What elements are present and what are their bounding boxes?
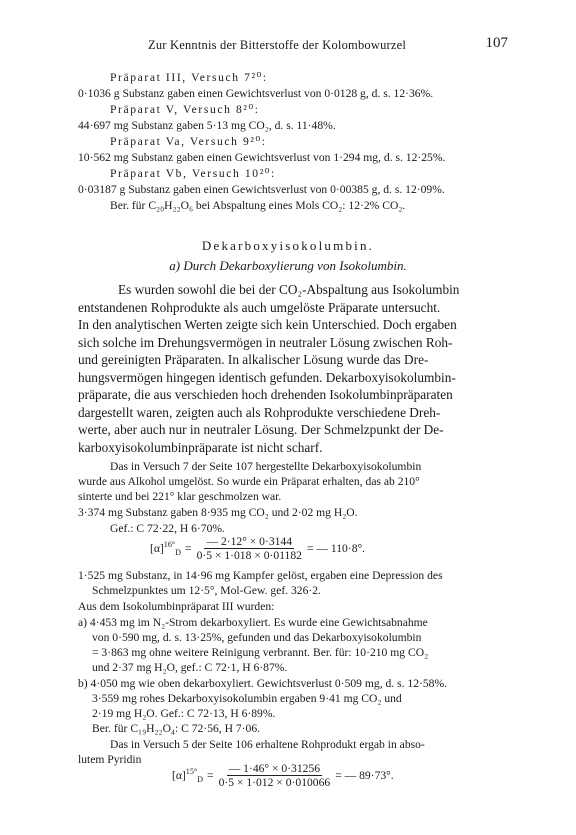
formula-numerator: — 1·46° × 0·31256 bbox=[228, 762, 321, 775]
rotation-formula: $[\alpha]^{15^\circ}_D$ = $\frac{— 1\cdot 46^\circ \times 0\cdot 31256}{0\cdot 5 \times 1\cdot 012 \times 0\cdot 010066}$ = — 89·73°. bbox=[172, 762, 394, 789]
section-title: Dekarboxyisokolumbin. bbox=[201, 238, 375, 253]
small-text-line: 2·19 mg H₂O. Gef.: C 72·13, H 6·89%. bbox=[92, 707, 276, 720]
paragraph-line: hungsvermögen hingegen identisch gefunden. Dekarboxyisokolumbin- bbox=[78, 369, 456, 385]
small-text-line: = 3·863 mg ohne weitere Reinigung verbrannt. Ber. für: 10·210 mg CO₂ bbox=[92, 646, 429, 659]
small-text-line: 1·525 mg Substanz, in 14·96 mg Kampfer gelöst, ergaben eine Depression des bbox=[78, 569, 443, 582]
paragraph-line: und gereinigten Präparaten. In alkalischer Lösung wurde das Dre- bbox=[78, 352, 429, 367]
small-text-line: von 0·590 mg, d. s. 13·25%, gefunden und das Dekarboxyisokolumbin bbox=[92, 631, 422, 644]
small-text-line: Schmelzpunktes um 12·5°, Mol-Gew. gef. 326·2. bbox=[92, 584, 321, 597]
rotation-formula: $[\alpha]^{16^\circ}_D$ = $\frac{— 2\cdot 12^\circ \times 0\cdot 3144}{0\cdot 5 \times 1\cdot 018 \times 0\cdot 01182}$ = — 110·8°. bbox=[150, 535, 366, 562]
formula-denominator: 0·5 × 1·018 × 0·01182 bbox=[196, 549, 302, 562]
experiment-label: Präparat V, Versuch 8²⁰: bbox=[110, 103, 260, 116]
formula-result: = — 110·8°. bbox=[306, 542, 366, 555]
small-text-line: und 2·37 mg H₂O, gef.: C 72·1, H 6·87%. bbox=[92, 661, 288, 674]
formula-denominator: 0·5 × 1·012 × 0·010066 bbox=[218, 776, 331, 789]
formula-numerator: — 2·12° × 0·3144 bbox=[206, 535, 293, 548]
experiment-text: 0·03187 g Substanz gaben einen Gewichtsverlust von 0·00385 g, d. s. 12·09%. bbox=[78, 183, 445, 196]
paragraph-line: In den analytischen Werten zeigte sich kein Unterschied. Doch ergaben bbox=[78, 317, 457, 332]
small-text-line: 3·374 mg Substanz gaben 8·935 mg CO₂ und 2·02 mg H₂O. bbox=[78, 506, 358, 519]
small-text-line: Gef.: C 72·22, H 6·70%. bbox=[110, 522, 225, 535]
formula-lhs: $[\alpha]^{16^\circ}_D$ bbox=[150, 539, 182, 558]
small-text-line: Das in Versuch 5 der Seite 106 erhaltene Rohprodukt ergab in abso- bbox=[110, 738, 425, 751]
paragraph-line: präparate, die aus verschieden hoch drehenden Isokolumbinpräparaten bbox=[78, 387, 453, 402]
small-text-line: lutem Pyridin bbox=[78, 753, 142, 766]
small-text-line: wurde aus Alkohol umgelöst. So wurde ein Präparat erhalten, das ab 210° bbox=[78, 475, 420, 488]
experiment-text: 44·697 mg Substanz gaben 5·13 mg CO₂, d. s. 11·48%. bbox=[78, 119, 336, 132]
paragraph-line: dargestellt waren, zeigten auch als Rohprodukte verschiedene Dreh- bbox=[78, 404, 441, 420]
paragraph-line: sich solche im Drehungsvermögen in neutraler Lösung zwischen Roh- bbox=[78, 334, 453, 350]
paragraph-line: entstandenen Rohprodukte als auch umgelöste Präparate untersucht. bbox=[78, 299, 441, 315]
experiment-text: 10·562 mg Substanz gaben einen Gewichtsverlust von 1·294 mg, d. s. 12·25%. bbox=[78, 151, 446, 164]
experiment-label: Präparat III, Versuch 7²⁰: bbox=[110, 71, 268, 84]
page-number: 107 bbox=[485, 35, 508, 51]
formula-fraction bbox=[217, 762, 333, 789]
small-text-line: Aus dem Isokolumbinpräparat III wurden: bbox=[78, 600, 275, 613]
experiment-text: 0·1036 g Substanz gaben einen Gewichtsverlust von 0·0128 g, d. s. 12·36%. bbox=[78, 87, 434, 100]
small-text-line: sinterte und bei 221° klar geschmolzen war. bbox=[78, 490, 282, 503]
experiment-label: Präparat Vb, Versuch 10²⁰: bbox=[110, 167, 276, 180]
small-text-line: 3·559 mg rohes Dekarboxyisokolumbin ergaben 9·41 mg CO₂ und bbox=[92, 692, 402, 705]
calculation-line: Ber. für C₂₀H₂₂O₆ bei Abspaltung eines Mols CO₂: 12·2% CO₂. bbox=[110, 199, 406, 212]
experiment-label: Präparat Va, Versuch 9²⁰: bbox=[110, 135, 267, 148]
formula-result: = — 89·73°. bbox=[335, 769, 394, 782]
paragraph-line: karboxyisokolumbinpräparate ist nicht scharf. bbox=[78, 439, 323, 455]
small-text-line: a) 4·453 mg im N₂-Strom dekarboxyliert. Es wurde eine Gewichtsabnahme bbox=[78, 616, 428, 629]
small-text-line: Ber. für C₁₉H₂₂O₄: C 72·56, H 7·06. bbox=[92, 722, 261, 735]
subsection-title: a) Durch Dekarboxylierung von Isokolumbin. bbox=[169, 258, 407, 273]
formula-fraction bbox=[195, 535, 304, 562]
small-text-line: Das in Versuch 7 der Seite 107 hergestellte Dekarboxyisokolumbin bbox=[110, 460, 422, 473]
formula-lhs: $[\alpha]^{15^\circ}_D$ bbox=[172, 766, 204, 785]
paragraph-line: Es wurden sowohl die bei der CO₂-Abspaltung aus Isokolumbin bbox=[118, 282, 460, 297]
small-text-line: b) 4·050 mg wie oben dekarboxyliert. Gewichtsverlust 0·509 mg, d. s. 12·58%. bbox=[78, 677, 447, 690]
paragraph-line: werte, aber auch nur in neutraler Lösung. Der Schmelzpunkt der De- bbox=[78, 422, 444, 437]
running-title: Zur Kenntnis der Bitterstoffe der Kolombowurzel bbox=[148, 38, 407, 52]
